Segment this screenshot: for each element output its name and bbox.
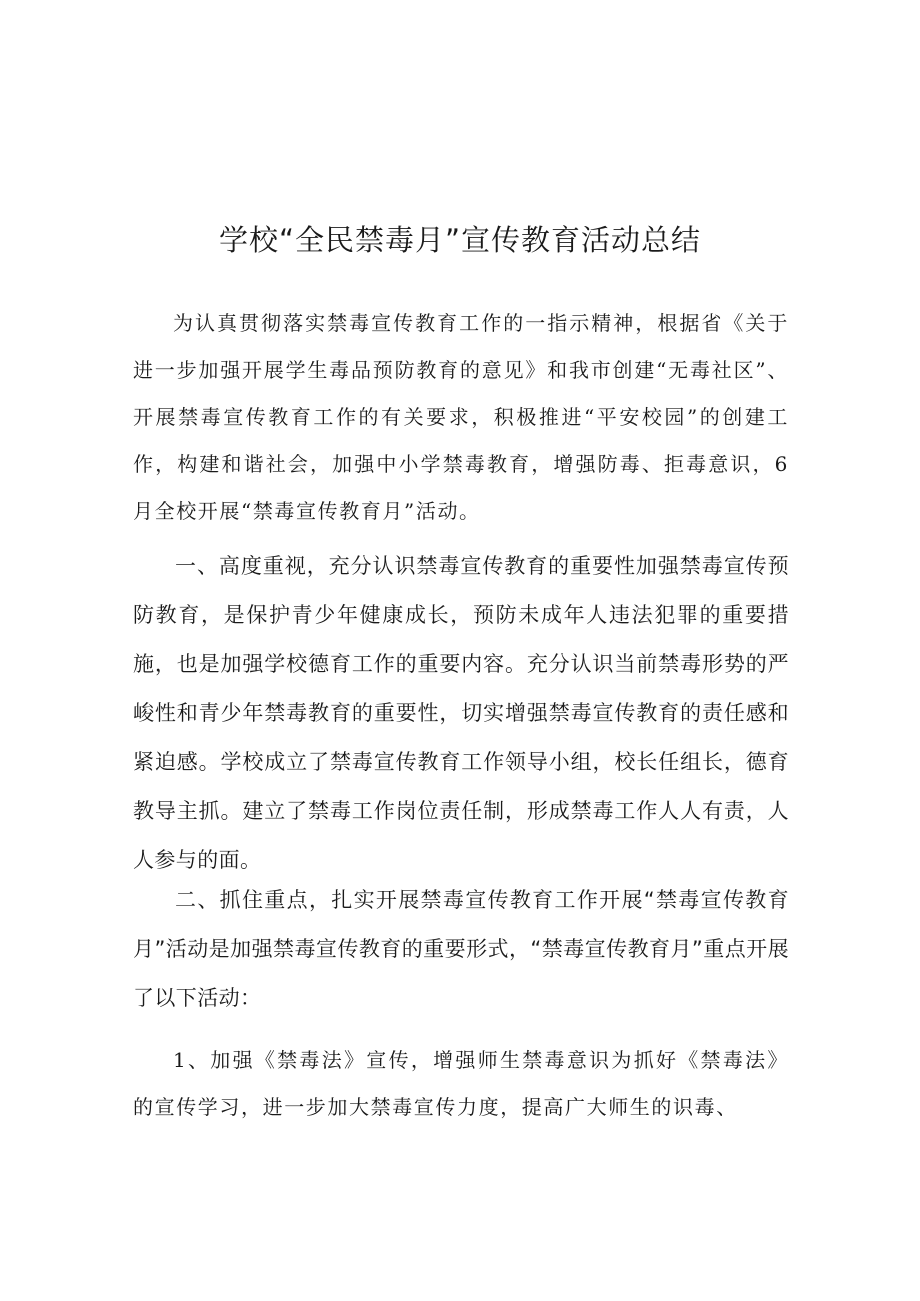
section-one-paragraph: 一、高度重视，充分认识禁毒宣传教育的重要性加强禁毒宣传预防教育，是保护青少年健康成长，预防未成年人违法犯罪的重要措施，也是加强学校德育工作的重要内容。充分认识当前禁毒形势的严峻性和青少年禁毒教育的重要性，切实增强禁毒宣传教育的责任感和紧迫感。学校成立了禁毒宣传教育工作领导小组，校长任组长，德育教导主抓。建立了禁毒工作岗位责任制，形成禁毒工作人人有责，人人参与的面。 [133, 554, 789, 872]
document-title: 学校“全民禁毒月”宣传教育活动总结 [218, 223, 702, 257]
item-one-paragraph: 1、加强《禁毒法》宣传，增强师生禁毒意识为抓好《禁毒法》的宣传学习，进一步加大禁毒宣传力度，提高广大师生的识毒、 [133, 1048, 789, 1119]
section-two-paragraph: 二、抓住重点，扎实开展禁毒宣传教育工作开展“禁毒宣传教育月”活动是加强禁毒宣传教育的重要形式，“禁毒宣传教育月”重点开展了以下活动： [133, 888, 789, 1010]
intro-paragraph: 为认真贯彻落实禁毒宣传教育工作的一指示精神，根据省《关于进一步加强开展学生毒品预防教育的意见》和我市创建“无毒社区”、开展禁毒宣传教育工作的有关要求，积极推进“平安校园”的创建工作，构建和谐社会，加强中小学禁毒教育，增强防毒、拒毒意识，6月全校开展“禁毒宣传教育月”活动。 [133, 311, 789, 523]
